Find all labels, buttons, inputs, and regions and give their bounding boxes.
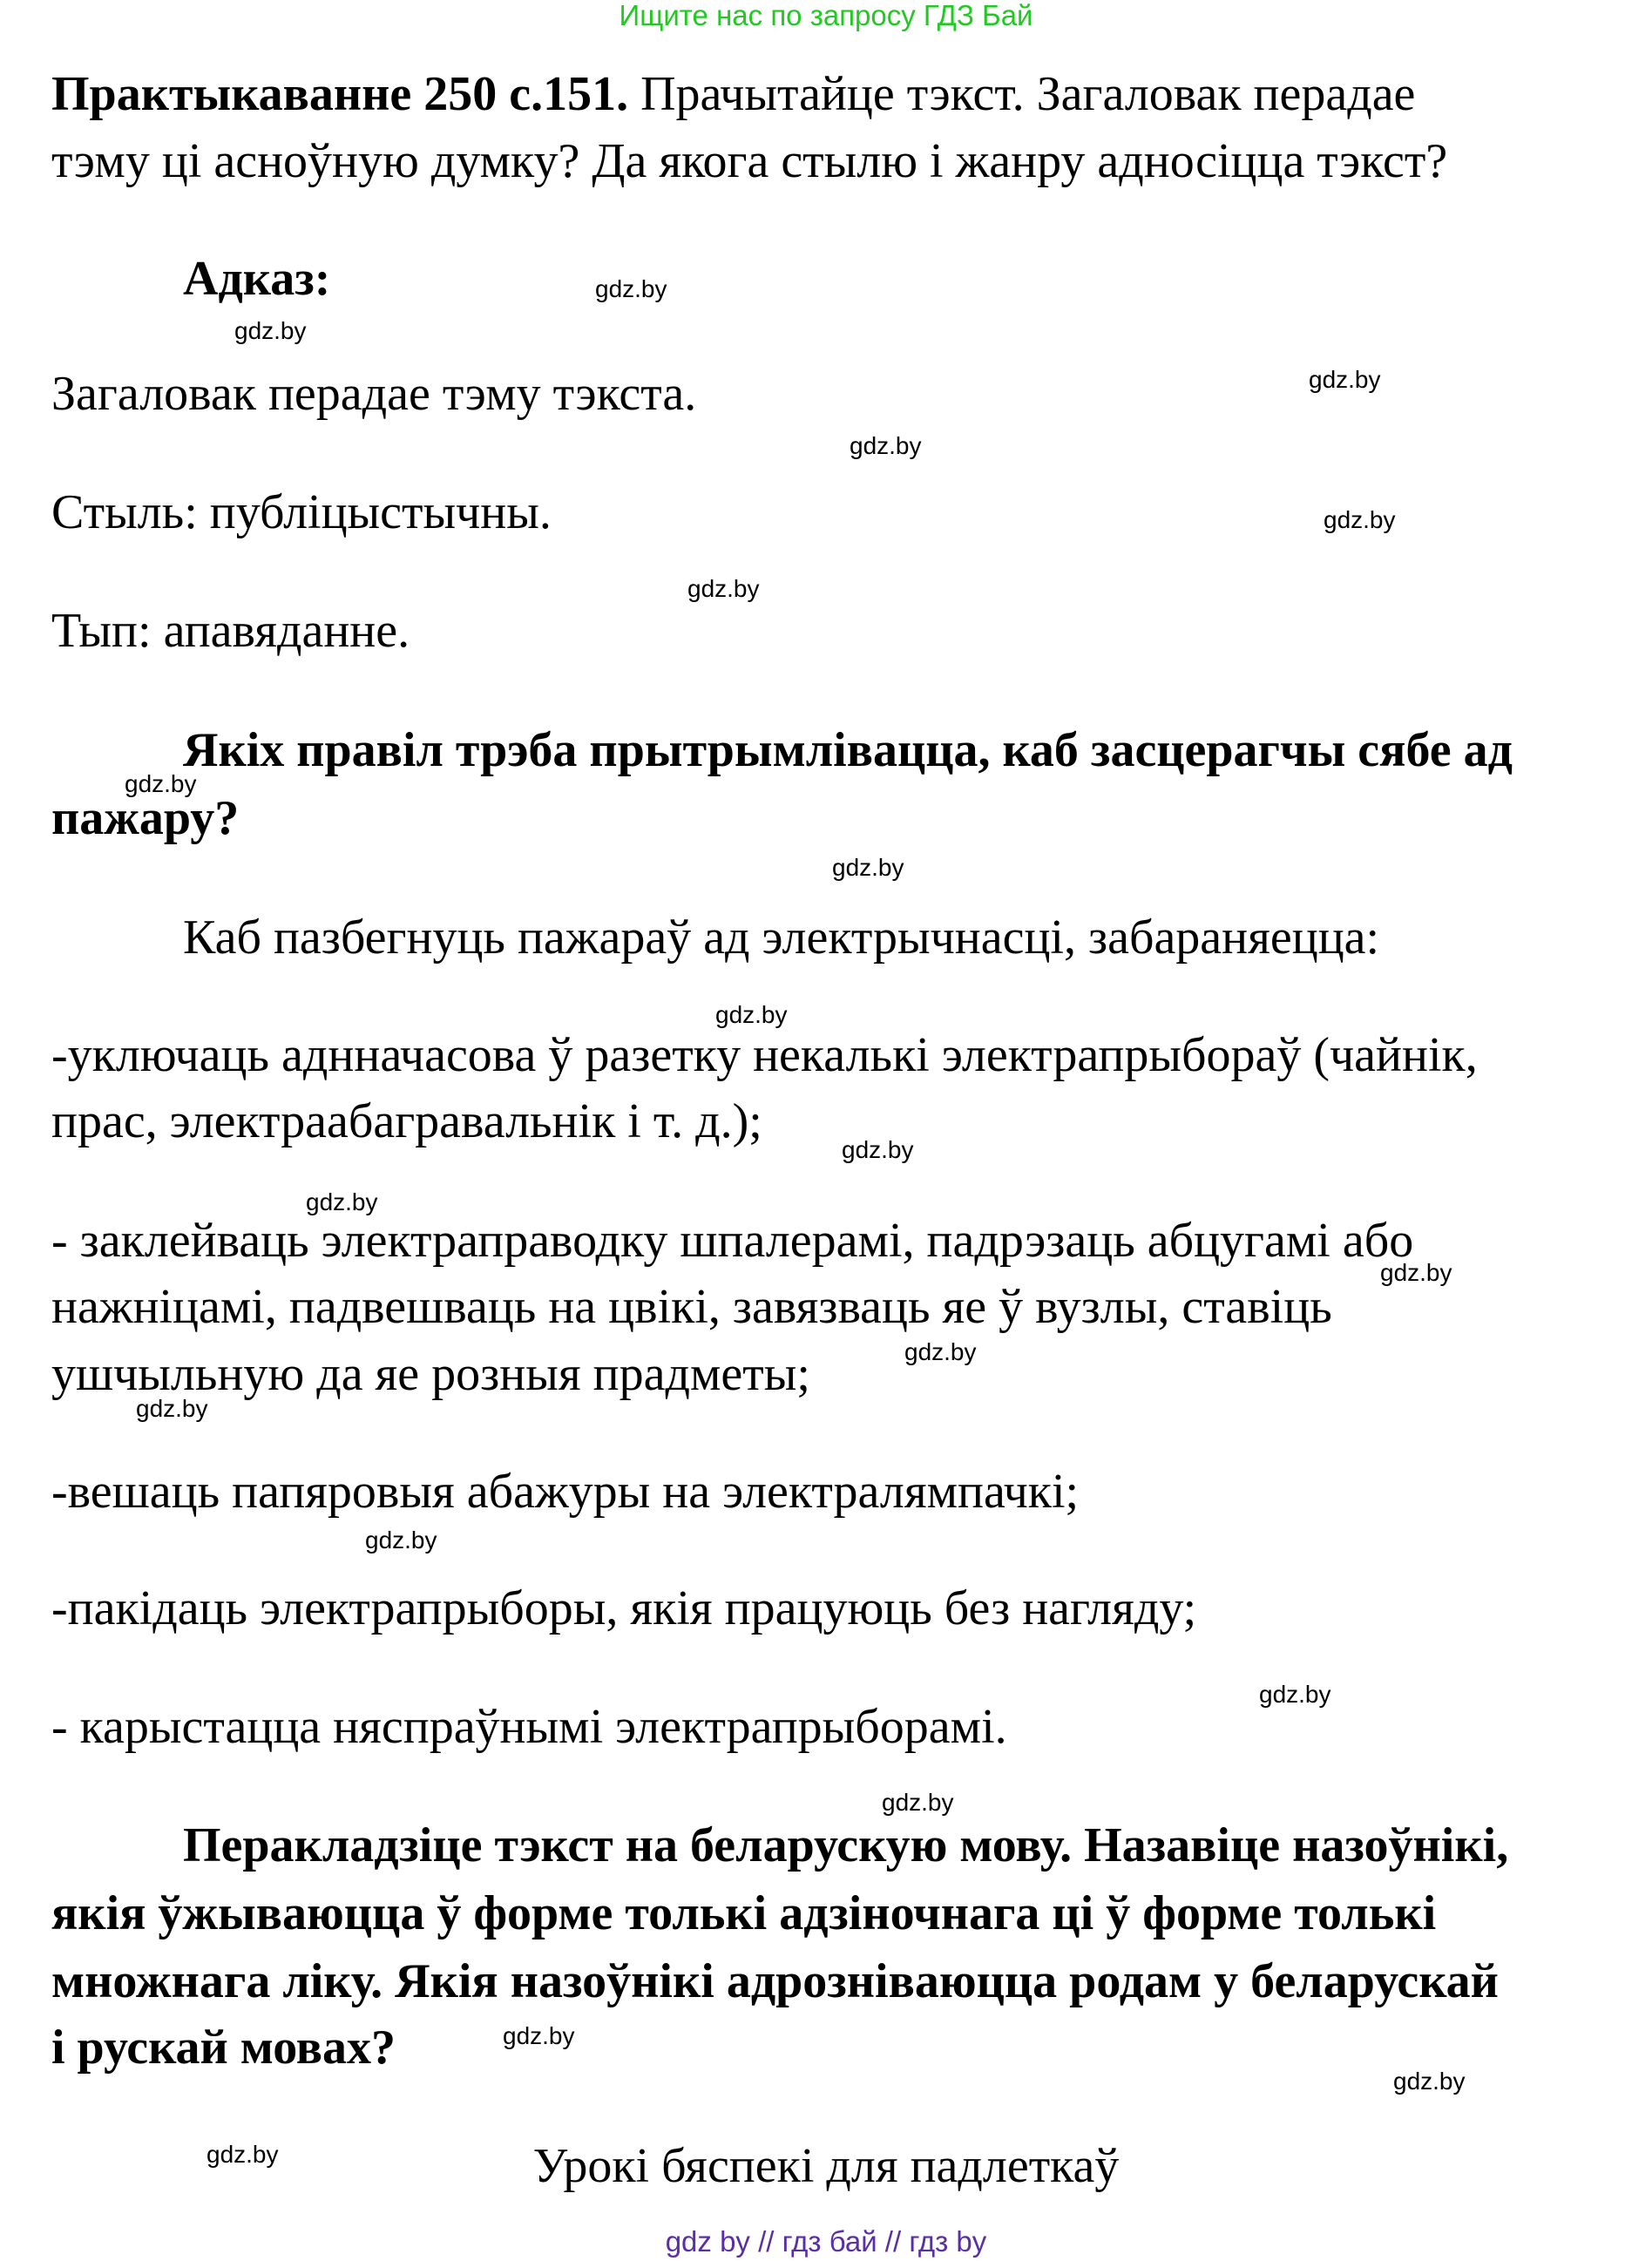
- watermark: gdz.by: [234, 317, 307, 344]
- watermark: gdz.by: [882, 1789, 954, 1816]
- text-line: -вешаць папяровыя абажуры на электралямпачкі;: [51, 1465, 1080, 1519]
- task-line-1: [51, 68, 1415, 120]
- question3-line: множнага ліку. Якія назоўнікі адрозніваюцца родам у беларускай: [51, 1954, 1499, 2008]
- answer-style: Стыль: публіцыстычны.: [51, 485, 552, 539]
- text-line: ушчыльную да яе розныя прадметы;: [51, 1347, 810, 1401]
- watermark: gdz.by: [1324, 506, 1396, 533]
- task-label: Практыкаванне 250 с.151.: [51, 67, 629, 121]
- text-intro: Каб пазбегнуць пажараў ад электрычнасці, забараняецца:: [183, 910, 1380, 965]
- answer-type: Тып: апавяданне.: [51, 604, 410, 658]
- watermark: gdz.by: [842, 1136, 914, 1163]
- task-text: Прачытайце тэкст. Загаловак перадае: [628, 67, 1416, 121]
- watermark: gdz.by: [365, 1527, 437, 1554]
- answer-title: Загаловак перадае тэму тэкста.: [51, 367, 697, 421]
- task-line-2: тэму ці асноўную думку? Да якога стылю і жанру адносіцца тэкст?: [51, 134, 1448, 188]
- watermark: gdz.by: [503, 2022, 575, 2049]
- text-line: -уключаць аднначасова ў разетку некалькі электрапрыбораў (чайнік,: [51, 1028, 1478, 1082]
- text-line: - заклейваць электраправодку шпалерамі, падрэзаць абцугамі або: [51, 1214, 1414, 1268]
- question2-line-1: Якіх правіл трэба прытрымлівацца, каб засцерагчы сябе ад: [183, 723, 1513, 777]
- watermark: gdz.by: [125, 770, 197, 797]
- watermark: gdz.by: [687, 575, 760, 602]
- answer-heading: Адказ:: [183, 252, 331, 306]
- watermark: gdz.by: [832, 854, 904, 881]
- text-line: - карыстацца няспраўнымі электрапрыборамі.: [51, 1700, 1007, 1754]
- watermark: gdz.by: [136, 1395, 208, 1422]
- watermark: gdz.by: [1309, 366, 1381, 393]
- watermark: gdz.by: [1380, 1259, 1452, 1286]
- watermark: gdz.by: [206, 2141, 279, 2168]
- question3-line: Перакладзіце тэкст на беларускую мову. Назавіце назоўнікі,: [183, 1818, 1509, 1872]
- footer-links[interactable]: gdz by // гдз бай // гдз by: [665, 2225, 987, 2258]
- question2-line-2: пажару?: [51, 791, 240, 845]
- watermark: gdz.by: [715, 1001, 788, 1028]
- text-line: прас, электраабагравальнік і т. д.);: [51, 1094, 762, 1148]
- watermark: gdz.by: [306, 1188, 378, 1215]
- watermark: gdz.by: [850, 432, 922, 459]
- question3-line: якія ўжываюцца ў форме толькі адзіночнага ці ў форме толькі: [51, 1886, 1437, 1940]
- text-line: -пакідаць электрапрыборы, якія працуюць без нагляду;: [51, 1581, 1197, 1635]
- text-line: нажніцамі, падвешваць на цвікі, завязваць яе ў вузлы, ставіць: [51, 1280, 1332, 1334]
- watermark: gdz.by: [595, 275, 667, 302]
- search-hint-link[interactable]: Ищите нас по запросу ГДЗ Бай: [619, 0, 1033, 31]
- question3-line: і рускай мовах?: [51, 2021, 396, 2075]
- watermark: gdz.by: [904, 1338, 977, 1365]
- watermark: gdz.by: [1393, 2068, 1466, 2095]
- story-title: Урокі бяспекі для падлеткаў: [532, 2139, 1120, 2193]
- watermark: gdz.by: [1259, 1681, 1331, 1708]
